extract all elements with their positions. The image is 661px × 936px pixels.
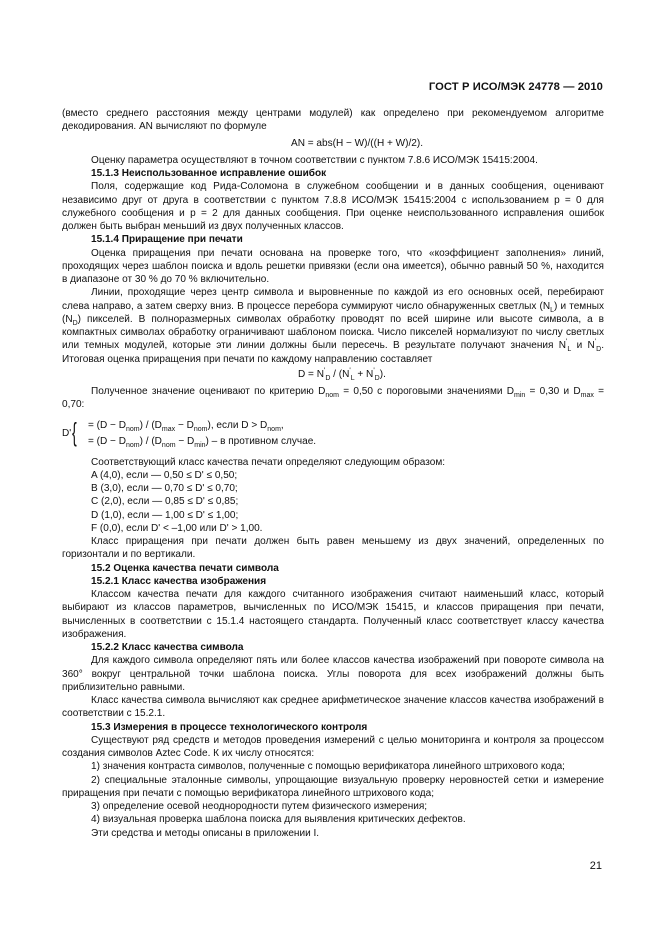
list-item: 1) значения контраста символов, полученные с помощью верификатора линейного штрихового кода; (91, 761, 565, 773)
section-heading-15-1-3: 15.1.3 Неиспользованное исправление ошибок (91, 168, 327, 179)
list-item: 4) визуальная проверка шаблона поиска для выявления критических дефектов. (91, 814, 466, 826)
paragraph: Существуют ряд средств и методов проведения измерений с целью мониторинга и контроля за процессом создания символов Aztec Code. К их числу относятся: (62, 734, 604, 759)
formula-case-1: = $(D - D_{nom}) / (D_{max} - D_{nom})$, если $D > D_{nom}$, (88, 419, 284, 433)
brace-glyph: { (72, 416, 77, 447)
grade-item: B (3,0), если — 0,70 ≤ D' ≤ 0,70; (91, 483, 238, 494)
paragraph: Соответствующий класс качества печати определяют следующим образом: (91, 456, 446, 468)
paragraph: Оценку параметра осуществляют в точном соответствии с пунктом 7.8.6 ИСО/МЭК 15415:2004. (91, 154, 538, 166)
paragraph: Класс приращения при печати должен быть равен меньшему из двух значений, определенных по горизонтали и по вертикали. (62, 536, 604, 561)
section-heading-15-2: 15.2 Оценка качества печати символа (91, 562, 279, 574)
paragraph-criterion: Полученное значение оценивают по критерию $D_{nom} = 0,50$ с пороговыми значениями $D_{min} = 0,30$ и $D_{max} = 0,70$: (62, 386, 604, 411)
page-number: 21 (589, 860, 602, 872)
grade-item: C (2,0), если — 0,85 ≤ D' ≤ 0,85; (91, 496, 239, 508)
section-heading-15-3: 15.3 Измерения в процессе технологического контроля (91, 721, 368, 733)
paragraph: Оценка приращения при печати основана на проверке того, что «коэффициент заполнения» линий, проходящих через шаблон поиска и вдоль решетки привязки (если она имеется), обычно равный 50 %, находится в диапазоне от 30 % до 70 % включительно. (62, 247, 604, 285)
paragraph: Для каждого символа определяют пять или более классов качества изображений при повороте символа на 360° вокруг центральной точки шаблона поиска. Углы поворота для всех изображений должны быть приблизительно равными. (62, 655, 604, 693)
grade-item: F (0,0), если D' < –1,00 или D' > 1,00. (91, 522, 263, 534)
formula-case-2: = $(D - D_{nom}) / (D_{nom} - D_{min}) - в$ противном случае. (88, 435, 317, 449)
section-heading-15-2-1: 15.2.1 Класс качества изображения (91, 575, 267, 587)
paragraph-pixel-count: Линии, проходящие через центр символа и выровненные по каждой из его основных осей, перебирают слева направо, а затем сверху вниз. В процессе перебора суммируют число обнаруженных светлых $(N_L)$ и темных $(N_D)$ пикселей. В полноразмерных символах обработку проводят по всей ширине или высоте символа, а в компактных символах обработку ограничивают шаблоном поиска. Число пикселей нормализуют по числу светлых или темных модулей, которые эти линии должны были пересечь. В результате получают значения $N'_L$ и $N'_D$. Итоговая оценка приращения при печати по каждому направлению составляет (62, 287, 604, 365)
formula-d: $D = N'_D / (N'_L + N'_D)$. (298, 367, 386, 382)
paragraph: Классом качества печати для каждого считанного изображения считают наименьший класс, который выбирают из классов параметров, вычисленных по ИСО/МЭК 15415, и классов приращения при печати, вычисленных в соответствии с 15.1.4 настоящего стандарта. Полученный класс соответствует классу качества изображения. (62, 589, 604, 640)
formula-an: AN = abs(H − W)/((H + W)/2). (291, 137, 424, 149)
formula-d-prime (62, 417, 604, 451)
section-heading-15-2-2: 15.2.2 Класс качества символа (91, 642, 244, 653)
document-header: ГОСТ Р ИСО/МЭК 24778 — 2010 (428, 81, 603, 93)
grade-item: D (1,0), если — 1,00 ≤ D' ≤ 1,00; (91, 509, 239, 521)
paragraph: Поля, содержащие код Рида-Соломона в служебном сообщении и в данных сообщения, оценивают независимо друг от друга в соответствии с пунктом 7.8.8 ИСО/МЭК 15415:2004 с использованием p = 0 для служебного сообщения и p = 2 для данных сообщения. При оценке неиспользованного исправления ошибок должен быть выбран меньший из двух полученных классов. (62, 181, 604, 232)
paragraph: (вместо среднего расстояния между центрами модулей) как определено при рекомендуемом алгоритме декодирования. AN вычисляют по формуле (62, 108, 604, 133)
grade-list (62, 469, 604, 535)
paragraph: Эти средства и методы описаны в приложении I. (91, 827, 320, 839)
list-item: 3) определение осевой неоднородности путем физического измерения; (91, 801, 428, 812)
list-item: 2) специальные эталонные символы, упрощающие визуальную проверку неровностей сетки и измерение приращения при печати с помощью верификатора линейного штрихового кода; (62, 774, 604, 799)
formula-lhs: D' (62, 427, 72, 439)
grade-item: A (4,0), если — 0,50 ≤ D' ≤ 0,50; (91, 469, 238, 481)
page-content (62, 107, 604, 840)
paragraph: Класс качества символа вычисляют как среднее арифметическое значение классов качества изображений в соответствии с 15.2.1. (62, 695, 604, 720)
section-heading-15-1-4: 15.1.4 Приращение при печати (91, 234, 243, 246)
